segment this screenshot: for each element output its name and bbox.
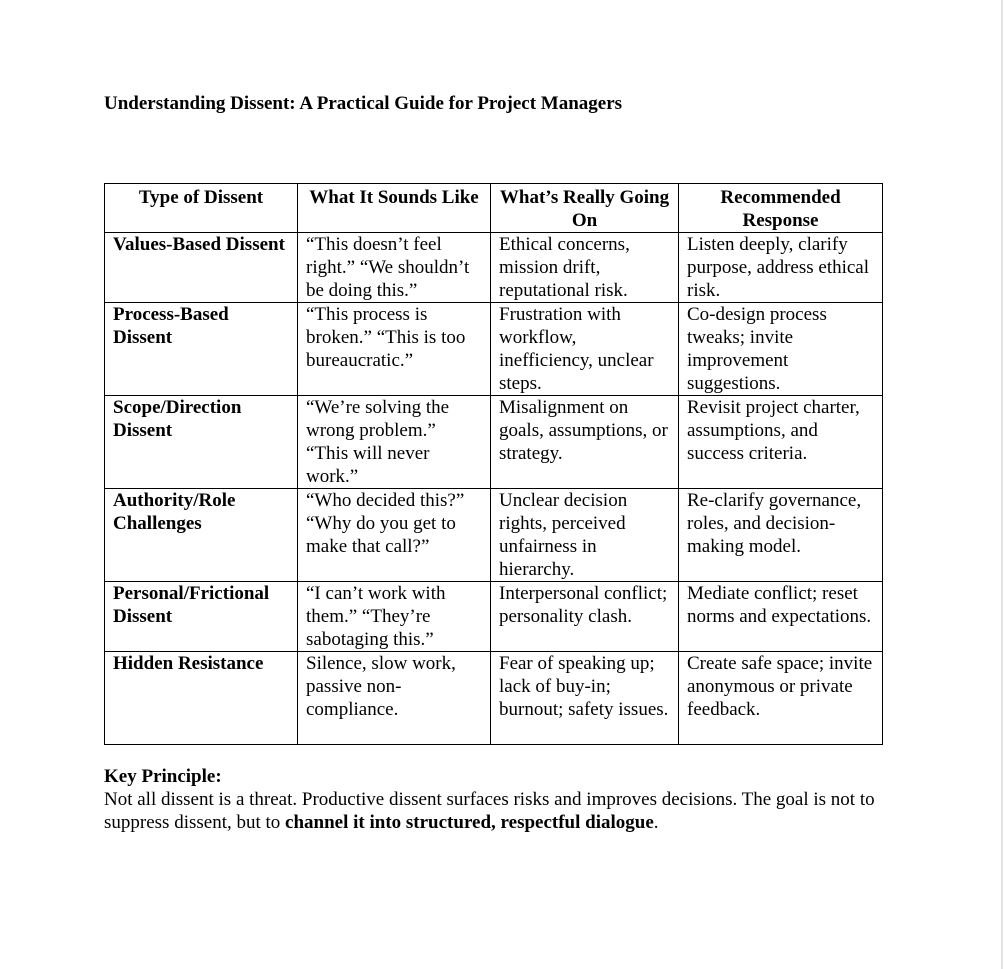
cell-sounds-like: “This process is broken.” “This is too bureaucratic.”: [298, 303, 491, 396]
cell-going-on: Interpersonal conflict; personality clash.: [491, 582, 679, 652]
table-row: [105, 303, 883, 396]
cell-response: Create safe space; invite anonymous or private feedback.: [679, 652, 883, 745]
cell-sounds-like: “This doesn’t feel right.” “We shouldn’t be doing this.”: [298, 233, 491, 303]
cell-going-on: Unclear decision rights, perceived unfairness in hierarchy.: [491, 489, 679, 582]
cell-going-on: Misalignment on goals, assumptions, or strategy.: [491, 396, 679, 489]
cell-type: Values-Based Dissent: [105, 233, 298, 303]
cell-sounds-like: “Who decided this?” “Why do you get to make that call?”: [298, 489, 491, 582]
cell-response: Co-design process tweaks; invite improvement suggestions.: [679, 303, 883, 396]
key-principle-text: Not all dissent is a threat. Productive dissent surfaces risks and improves decisions. The goal is not to suppress dissent, but to: [104, 789, 875, 833]
table-row: [105, 652, 883, 745]
cell-type: Authority/Role Challenges: [105, 489, 298, 582]
cell-response: Mediate conflict; reset norms and expectations.: [679, 582, 883, 652]
key-principle-heading: Key Principle:: [104, 766, 222, 787]
cell-response: Listen deeply, clarify purpose, address ethical risk.: [679, 233, 883, 303]
header-sounds: What It Sounds Like: [298, 184, 491, 233]
cell-going-on: Ethical concerns, mission drift, reputational risk.: [491, 233, 679, 303]
cell-sounds-like: “We’re solving the wrong problem.” “This will never work.”: [298, 396, 491, 489]
table-row: [105, 582, 883, 652]
dissent-table: [104, 183, 883, 745]
header-going-on: What’s Really Going On: [491, 184, 679, 233]
header-type: Type of Dissent: [105, 184, 298, 233]
cell-type: Scope/Direction Dissent: [105, 396, 298, 489]
table-row: [105, 396, 883, 489]
cell-going-on: Frustration with workflow, inefficiency, unclear steps.: [491, 303, 679, 396]
cell-type: Hidden Resistance: [105, 652, 298, 745]
cell-type: Personal/Frictional Dissent: [105, 582, 298, 652]
table-row: [105, 489, 883, 582]
table-row: [105, 233, 883, 303]
key-principle-emphasis: channel it into structured, respectful dialogue: [285, 812, 654, 833]
key-principle-end: .: [653, 812, 659, 833]
key-principle: [104, 765, 894, 834]
cell-sounds-like: “I can’t work with them.” “They’re sabotaging this.”: [298, 582, 491, 652]
page-edge: [1001, 0, 1003, 969]
header-response: Recommended Response: [679, 184, 883, 233]
document-title: Understanding Dissent: A Practical Guide for Project Managers: [104, 93, 623, 114]
header-row: [105, 184, 883, 233]
cell-sounds-like: Silence, slow work, passive non-compliance.: [298, 652, 491, 745]
cell-response: Revisit project charter, assumptions, and success criteria.: [679, 396, 883, 489]
cell-type: Process-Based Dissent: [105, 303, 298, 396]
cell-response: Re-clarify governance, roles, and decision-making model.: [679, 489, 883, 582]
cell-going-on: Fear of speaking up; lack of buy-in; burnout; safety issues.: [491, 652, 679, 745]
